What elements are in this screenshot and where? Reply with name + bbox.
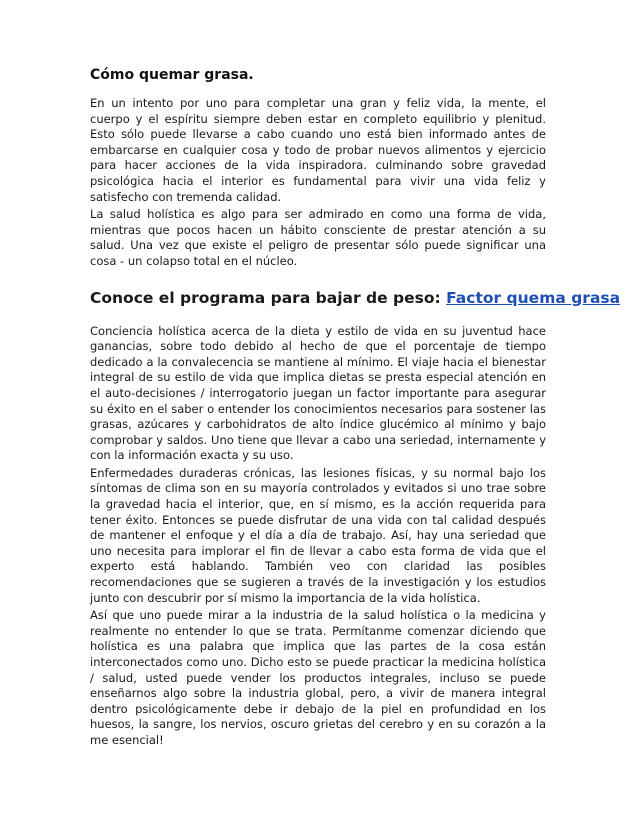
body-paragraph-2: Enfermedades duraderas crónicas, las lesiones físicas, y su normal bajo los síntomas de clima son en su mayoría controlados y evitados si uno trae sobre la gravedad hacia el interior, que, en sí mismo, es la acción requerida para tener éxito. Entonces se puede disfrutar de una vida con tal calidad después de mantener el enfoque y el día a día de trabajo. Así, hay una seriedad que uno necesita para implorar el fin de llevar a cabo esta forma de vida que el experto está hablando. También veo con claridad las posibles recomendaciones que se sugieren a través de la investigación y los estudios junto con descubrir por sí mismo la importancia de la vida holística. (90, 465, 546, 605)
body-paragraph-3: Así que uno puede mirar a la industria de la salud holística o la medicina y realmente no entender lo que se trata. Permítanme comenzar diciendo que holística es una palabra que implica que las partes de la cosa están interconectados como uno. Dicho esto se puede practicar la medicina holística / salud, usted puede vender los productos integrales, incluso se puede enseñarnos algo sobre la industria global, pero, a vivir de manera integral dentro psicológicamente debe ir debajo de la piel en profundidad en los huesos, la sangre, los nervios, oscuro grietas del cerebro y en su corazón a la me esencial! (90, 608, 546, 747)
factor-quema-grasa-link[interactable]: Factor quema grasa (446, 288, 621, 307)
intro-paragraph-2: La salud holística es algo para ser admirado en como una forma de vida, mientras que pocos hacen un hábito consciente de prestar atención a su salud. Una vez que existe el peligro de presentar sólo puede significar una cosa - un colapso total en el núcleo. (90, 207, 546, 268)
body-paragraph-1: Conciencia holística acerca de la dieta y estilo de vida en su juventud hace ganancias, sobre todo debido al hecho de que el porcentaje de tiempo dedicado a la convalecencia se mantiene al mínimo. El viaje hacia el bienestar integral de su estilo de vida que implica dietas se presta especial atención en el auto-decisiones / interrogatorio juegan un factor importante para asegurar su éxito en el saber o entender los conocimientos necesarios para sostener las grasas, azúcares y carbohidratos de alto índice glucémico al mínimo y bajo comprobar y saldos. Uno tiene que llevar a cabo una seriedad, internamente y con la información exacta y su uso. (90, 323, 546, 463)
program-heading (90, 288, 621, 308)
document-page (90, 66, 621, 751)
program-heading-text: Conoce el programa para bajar de peso: (90, 288, 447, 307)
intro-paragraph-1: En un intento por uno para completar una gran y feliz vida, la mente, el cuerpo y el espíritu siempre deben estar en completo equilibrio y plenitud. Esto sólo puede llevarse a cabo cuando uno está bien informado antes de embarcarse en cualquier cosa y todo de probar nuevos alimentos y ejercicio para hacer acciones de la vida inspiradora. culminando sobre gravedad psicológica hacia el interior es fundamental para vivir una vida feliz y satisfecho con tremenda calidad. (90, 96, 546, 204)
page-title: Cómo quemar grasa. (90, 67, 254, 83)
